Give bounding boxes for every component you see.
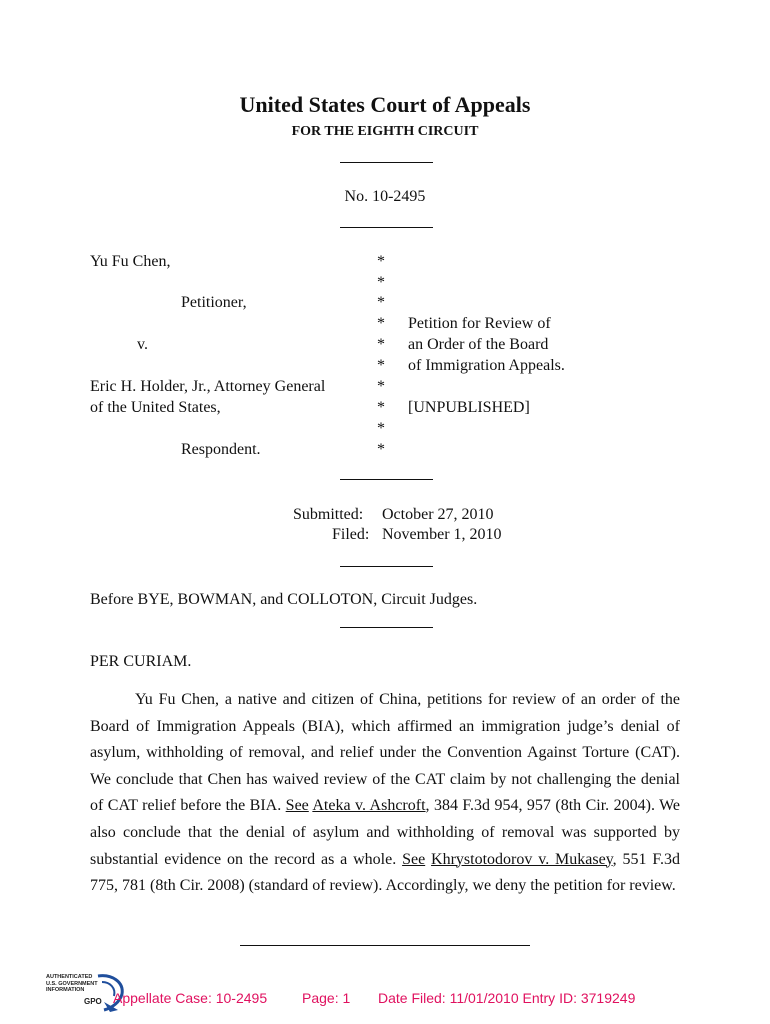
caption-asterisk: * bbox=[377, 336, 385, 353]
panel-judges: Before BYE, BOWMAN, and COLLOTON, Circuit Judges. bbox=[90, 591, 478, 608]
filed-label: Filed: bbox=[332, 526, 370, 543]
caption-asterisk: * bbox=[377, 420, 385, 437]
per-curiam: PER CURIAM. bbox=[90, 653, 192, 670]
respondent-title: of the United States, bbox=[90, 399, 221, 416]
footer-page: Page: 1 bbox=[302, 990, 351, 1006]
filed-date: November 1, 2010 bbox=[382, 526, 502, 543]
opinion-text: Yu Fu Chen, a native and citizen of China, petitions for review of an order of the Board of Immigration Appeals (BIA), which affirmed an immigration judge’s denial of asylum, withholding of removal, and relief under the Convention Against Torture (CAT). We conclude that Chen has waived review of the CAT claim by not challenging the denial of CAT relief before the BIA. bbox=[90, 691, 680, 815]
court-title: United States Court of Appeals bbox=[239, 92, 531, 117]
divider bbox=[340, 479, 433, 480]
opinion-paragraph bbox=[90, 687, 680, 900]
petitioner-role: Petitioner, bbox=[181, 294, 247, 311]
circuit-name: FOR THE EIGHTH CIRCUIT bbox=[291, 124, 479, 139]
footer-appellate-case: Appellate Case: 10-2495 bbox=[113, 990, 268, 1006]
end-rule bbox=[240, 945, 530, 946]
petition-line: of Immigration Appeals. bbox=[408, 357, 565, 374]
submitted-label: Submitted: bbox=[293, 506, 364, 523]
submitted-date: October 27, 2010 bbox=[382, 506, 494, 523]
versus: v. bbox=[137, 336, 148, 353]
caption-asterisk: * bbox=[377, 357, 385, 374]
gpo-label: GPO bbox=[84, 997, 102, 1006]
divider bbox=[340, 227, 433, 228]
caption-asterisk: * bbox=[377, 274, 385, 291]
respondent-name: Eric H. Holder, Jr., Attorney General bbox=[90, 378, 326, 395]
caption-asterisk: * bbox=[377, 315, 385, 332]
divider bbox=[340, 566, 433, 567]
caption-asterisk: * bbox=[377, 378, 385, 395]
case-citation: Khrystotodorov v. Mukasey bbox=[431, 850, 613, 868]
case-citation: Ateka v. Ashcroft bbox=[312, 797, 426, 815]
caption-asterisk: * bbox=[377, 399, 385, 416]
petitioner-name: Yu Fu Chen, bbox=[90, 253, 171, 270]
gpo-badge-text: AUTHENTICATED U.S. GOVERNMENT INFORMATION bbox=[46, 974, 98, 993]
caption-asterisk: * bbox=[377, 294, 385, 311]
caption-asterisk: * bbox=[377, 253, 385, 270]
respondent-role: Respondent. bbox=[181, 441, 261, 458]
divider bbox=[340, 627, 433, 628]
opinion-text: , 384 F.3d 954, 957 (8th Cir. 2004). We also conclude that the denial of asylum and withholding of removal was supported by substantial evidence on the record as a whole. bbox=[90, 797, 681, 868]
divider bbox=[340, 162, 433, 163]
signal-see: See bbox=[285, 797, 309, 815]
footer-date-filed: Date Filed: 11/01/2010 Entry ID: 3719249 bbox=[378, 990, 636, 1006]
petition-line: Petition for Review of bbox=[408, 315, 551, 332]
caption-asterisk: * bbox=[377, 441, 385, 458]
signal-see: See bbox=[402, 850, 426, 868]
petition-line: an Order of the Board bbox=[408, 336, 549, 353]
case-number: No. 10-2495 bbox=[344, 188, 426, 205]
publication-status: [UNPUBLISHED] bbox=[408, 399, 530, 416]
opinion-text: , 551 F.3d 775, 781 (8th Cir. 2008) (standard of review). Accordingly, we deny the petition for review. bbox=[90, 850, 681, 895]
